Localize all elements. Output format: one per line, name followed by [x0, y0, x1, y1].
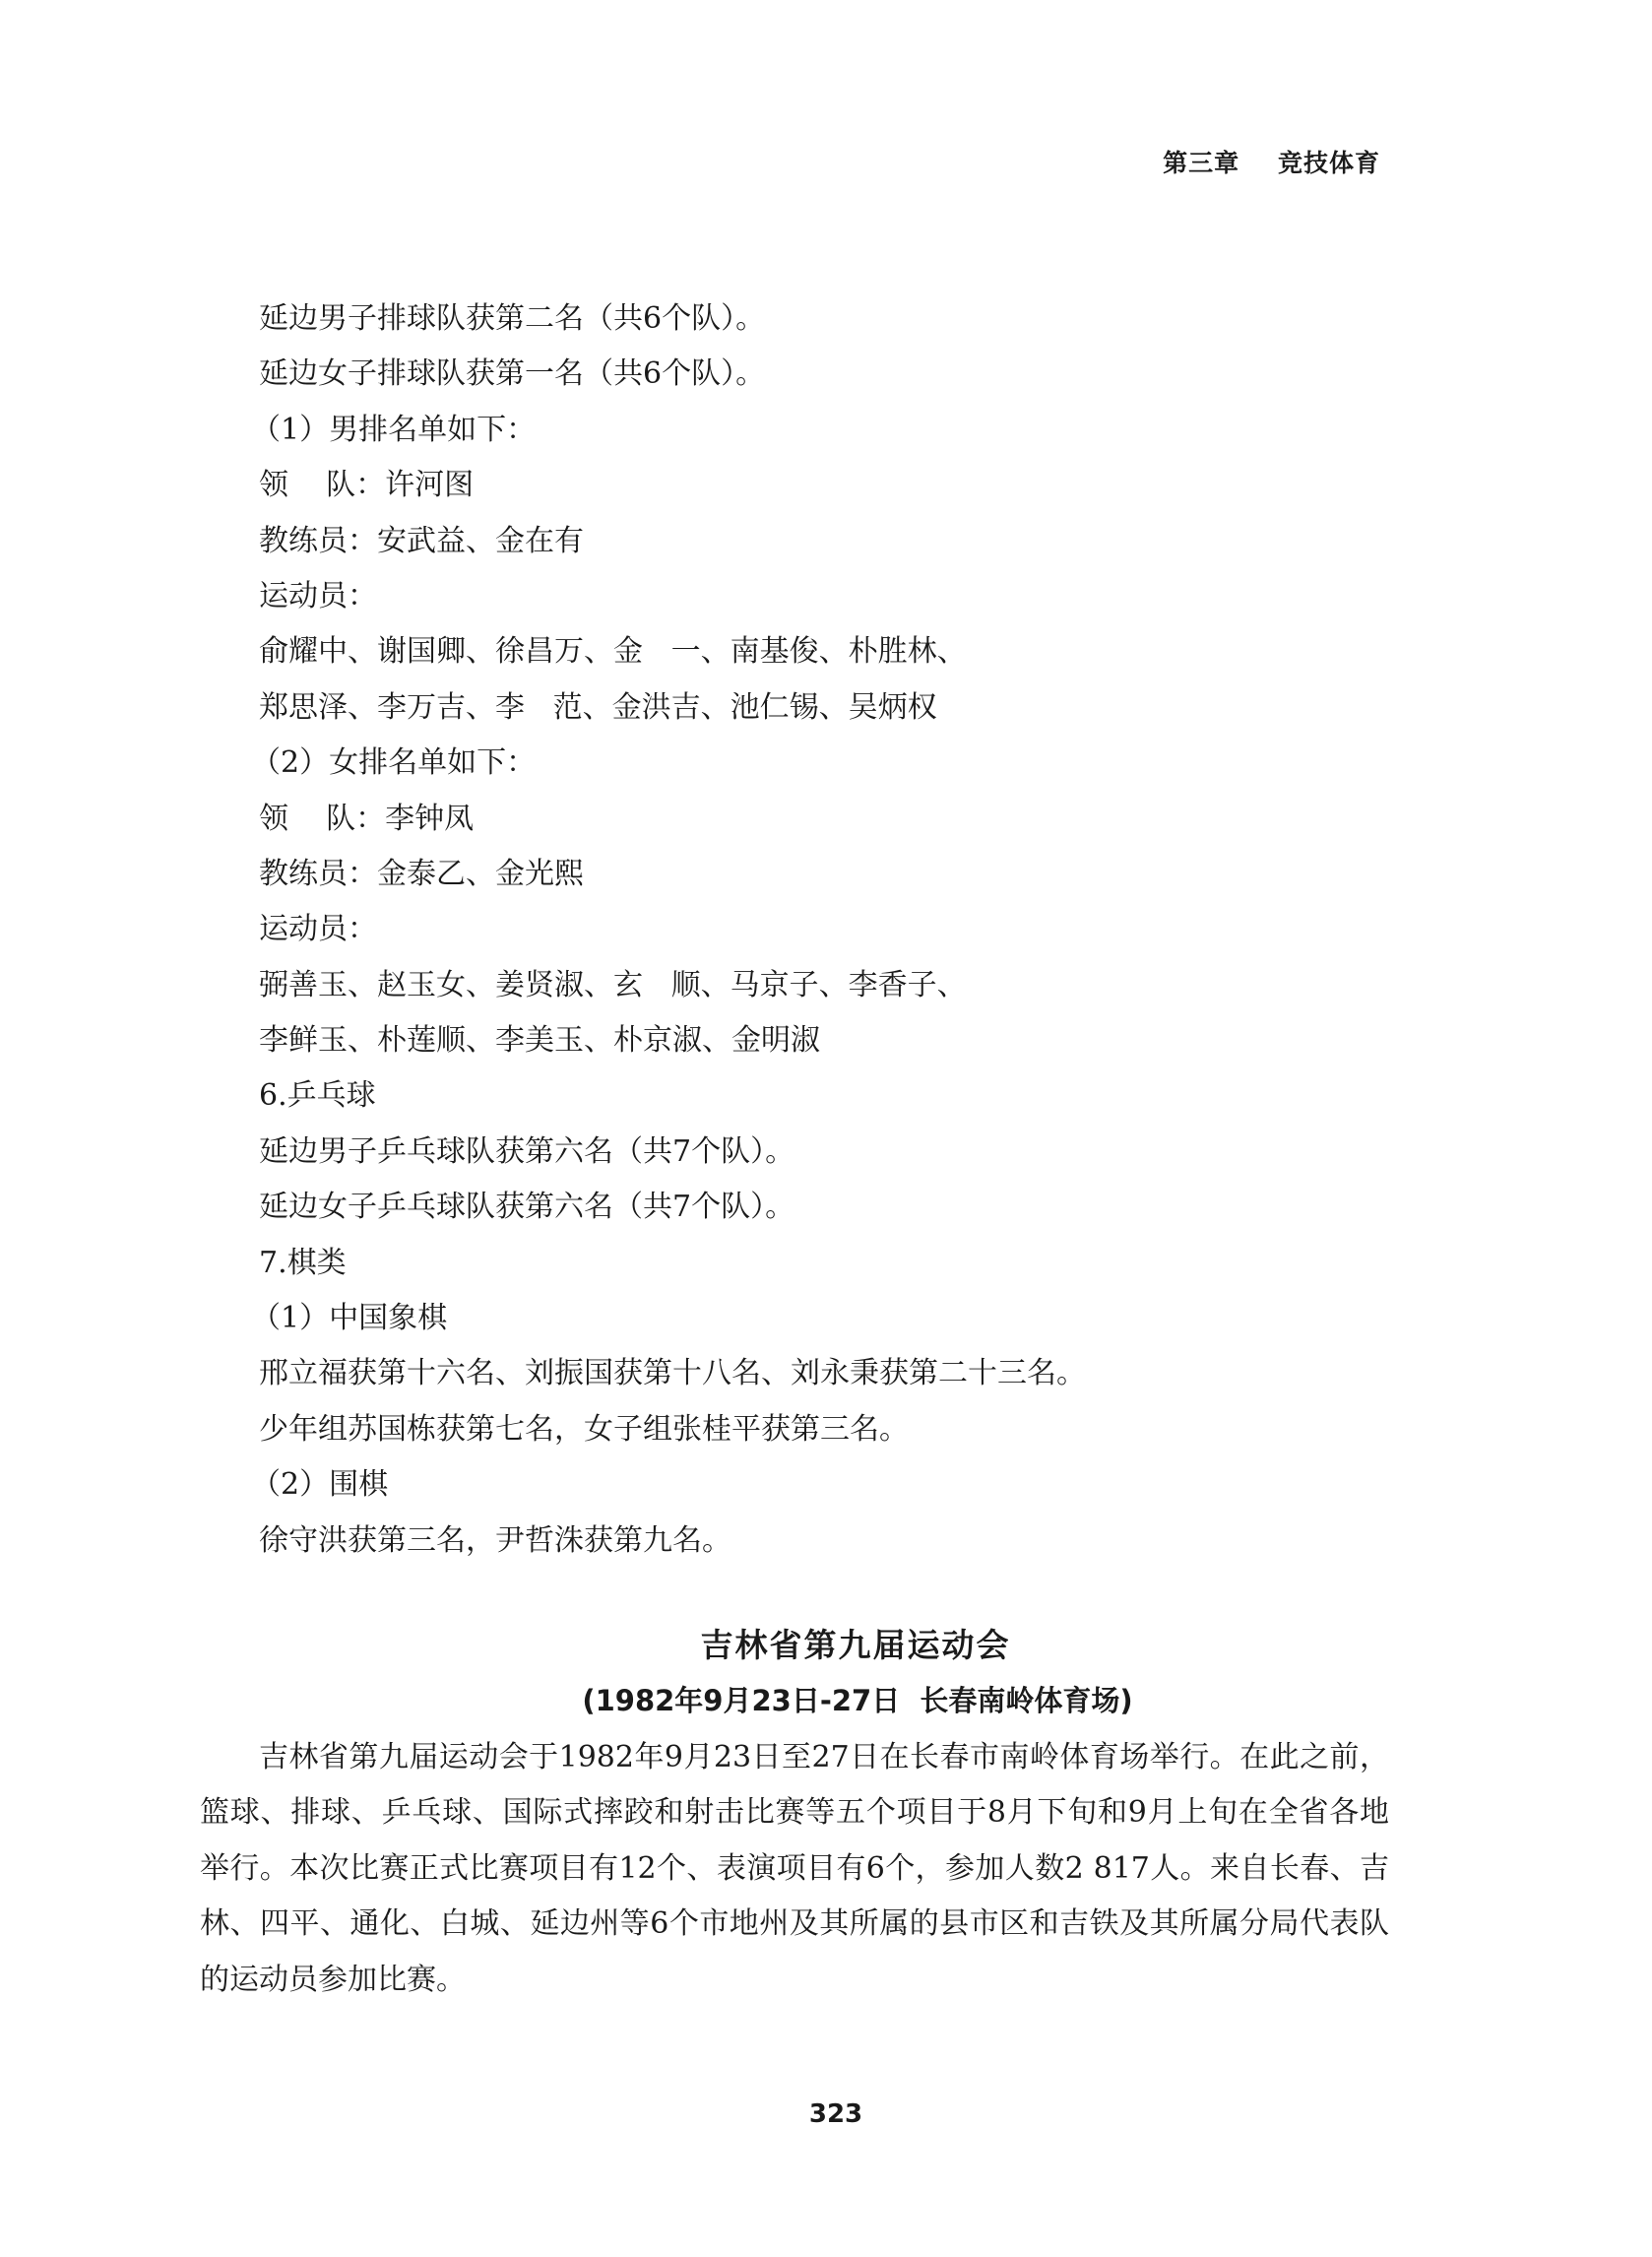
- list-line: 延边女子排球队获第一名（共6个队）。: [259, 356, 766, 392]
- list-line: 7.棋类: [259, 1245, 347, 1280]
- list-line: 弼善玉、赵玉女、姜贤淑、玄 顺、马京子、李香子、: [259, 967, 967, 1002]
- body-paragraph: 吉林省第九届运动会于1982年9月23日至27日在长春市南岭体育场举行。在此之前，篮球、排球、乒乓球、国际式摔跤和射击比赛等五个项目于8月下旬和9月上旬在全省各地举行。本次比赛正式比赛项目有12个、表演项目有6个，参加人数2 817人。来自长春、吉林、四平、通化、白城、延边州等6个市地州及其所属的县市区和吉铁及其所属分局代表队的运动员参加比赛。: [200, 1740, 1389, 1997]
- running-head: 第三章 竞技体育: [1163, 149, 1380, 177]
- section-subtitle: (1982年9月23日-27日 长春南岭体育场): [582, 1684, 1133, 1717]
- section-title: 吉林省第九届运动会: [700, 1626, 1011, 1664]
- list-line: 运动员：: [259, 912, 377, 947]
- list-line: 郑思泽、李万吉、李 范、金洪吉、池仁锡、吴炳权: [259, 689, 937, 725]
- list-line: （2）女排名单如下：: [251, 745, 537, 781]
- list-line: （2）围棋: [251, 1467, 389, 1503]
- list-line: （1）男排名单如下：: [251, 412, 537, 447]
- list-line: 俞耀中、谢国卿、徐昌万、金 一、南基俊、朴胜林、: [259, 634, 967, 670]
- list-line: 教练员：金泰乙、金光熙: [259, 856, 584, 891]
- list-line: 运动员：: [259, 578, 377, 613]
- list-line: 6.乒乓球: [259, 1078, 376, 1114]
- list-line: （1）中国象棋: [251, 1301, 448, 1336]
- results-list: [251, 291, 1391, 1569]
- list-line: 教练员：安武益、金在有: [259, 523, 584, 558]
- list-line: 邢立福获第十六名、刘振国获第十八名、刘永秉获第二十三名。: [259, 1356, 1086, 1391]
- list-line: 延边男子乒乓球队获第六名（共7个队）。: [259, 1133, 795, 1169]
- page-number: 323: [808, 2099, 863, 2129]
- list-line: 延边男子排球队获第二名（共6个队）。: [259, 301, 766, 336]
- list-line: 领 队：李钟凤: [259, 801, 475, 836]
- list-line: 李鲜玉、朴莲顺、李美玉、朴京淑、金明淑: [259, 1023, 820, 1059]
- list-line: 领 队：许河图: [259, 468, 475, 503]
- list-line: 徐守洪获第三名，尹哲洙获第九名。: [259, 1522, 731, 1558]
- list-line: 少年组苏国栋获第七名，女子组张桂平获第三名。: [259, 1411, 909, 1447]
- list-line: 延边女子乒乓球队获第六名（共7个队）。: [259, 1190, 795, 1225]
